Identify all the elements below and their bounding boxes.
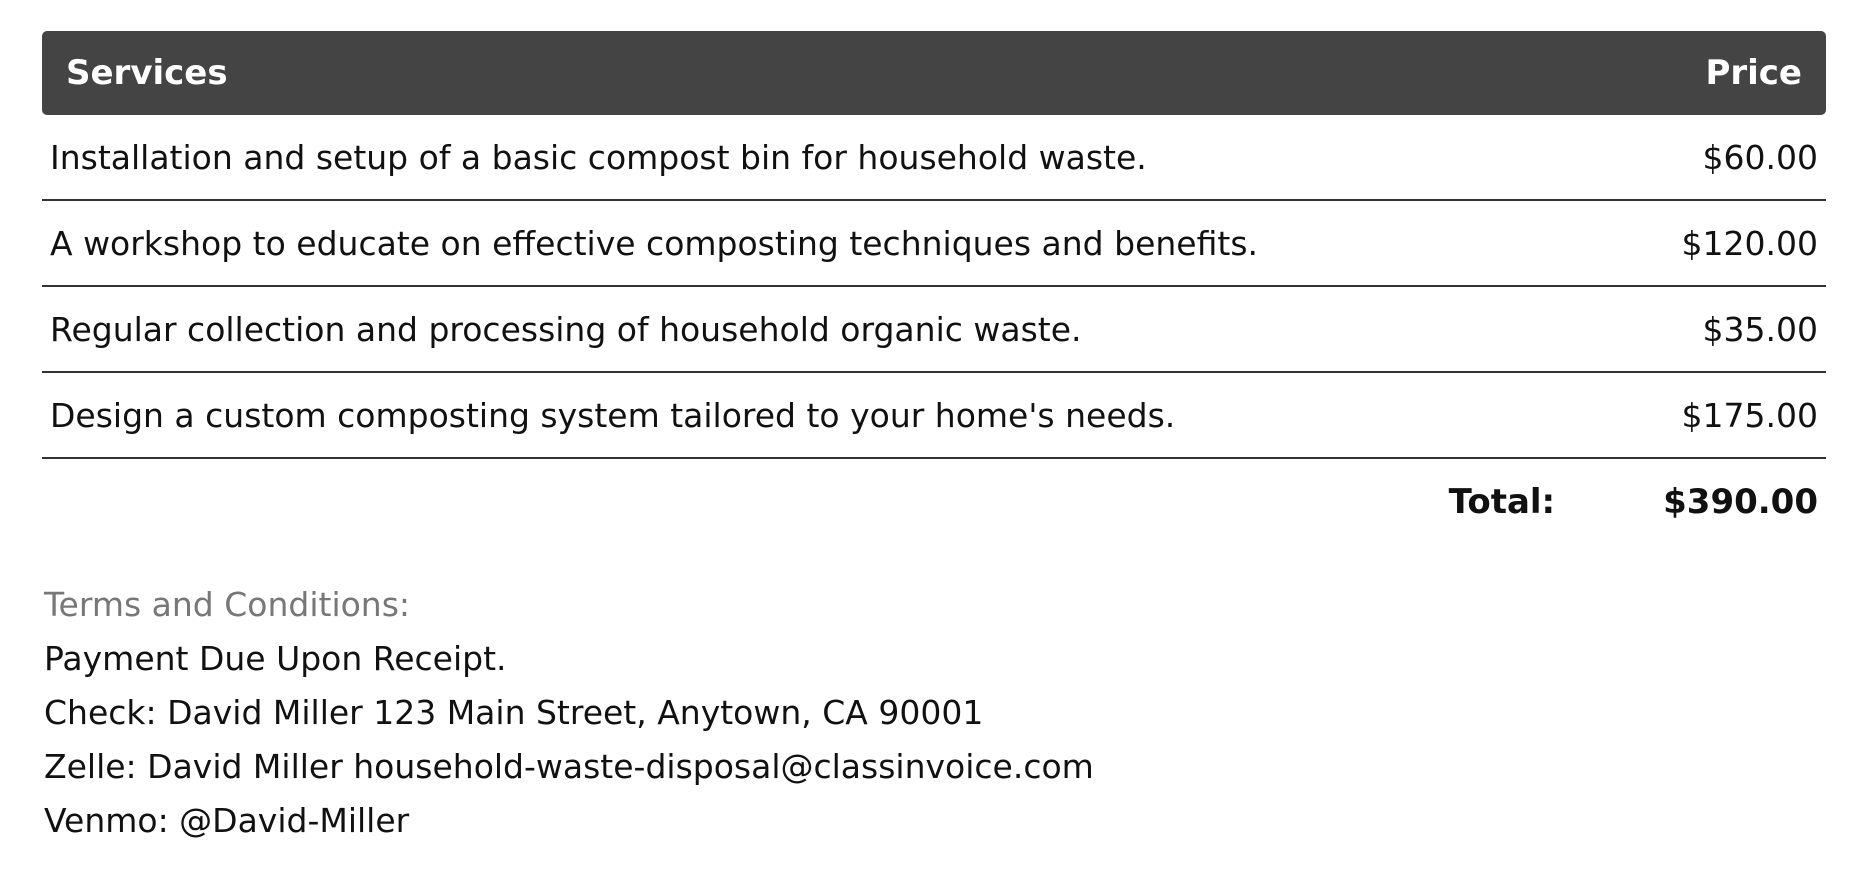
venmo-payment-line: Venmo: @David-Miller: [44, 801, 410, 840]
terms-heading: Terms and Conditions:: [44, 585, 411, 624]
service-price: $120.00: [1681, 223, 1818, 263]
service-description: Design a custom composting system tailored to your home's needs.: [50, 395, 1176, 435]
terms-section: [44, 578, 1444, 848]
service-price: $175.00: [1681, 395, 1818, 435]
check-payment-line: Check: David Miller 123 Main Street, Anytown, CA 90001: [44, 693, 984, 732]
service-price: $35.00: [1702, 309, 1818, 349]
service-description: A workshop to educate on effective composting techniques and benefits.: [50, 223, 1258, 263]
total-row: [42, 459, 1826, 545]
table-row: [42, 201, 1826, 287]
service-price: $60.00: [1702, 137, 1818, 177]
price-column-header: Price: [1705, 53, 1802, 93]
services-column-header: Services: [66, 53, 228, 93]
table-row: [42, 287, 1826, 373]
service-description: Installation and setup of a basic compost bin for household waste.: [50, 137, 1147, 177]
total-value: $390.00: [1663, 482, 1818, 522]
total-label: Total:: [1448, 482, 1556, 522]
services-table: [42, 31, 1826, 545]
table-row: [42, 115, 1826, 201]
table-header: [42, 31, 1826, 115]
table-row: [42, 373, 1826, 459]
zelle-payment-line: Zelle: David Miller household-waste-disposal@classinvoice.com: [44, 747, 1094, 786]
payment-due-line: Payment Due Upon Receipt.: [44, 639, 507, 678]
service-description: Regular collection and processing of household organic waste.: [50, 309, 1082, 349]
